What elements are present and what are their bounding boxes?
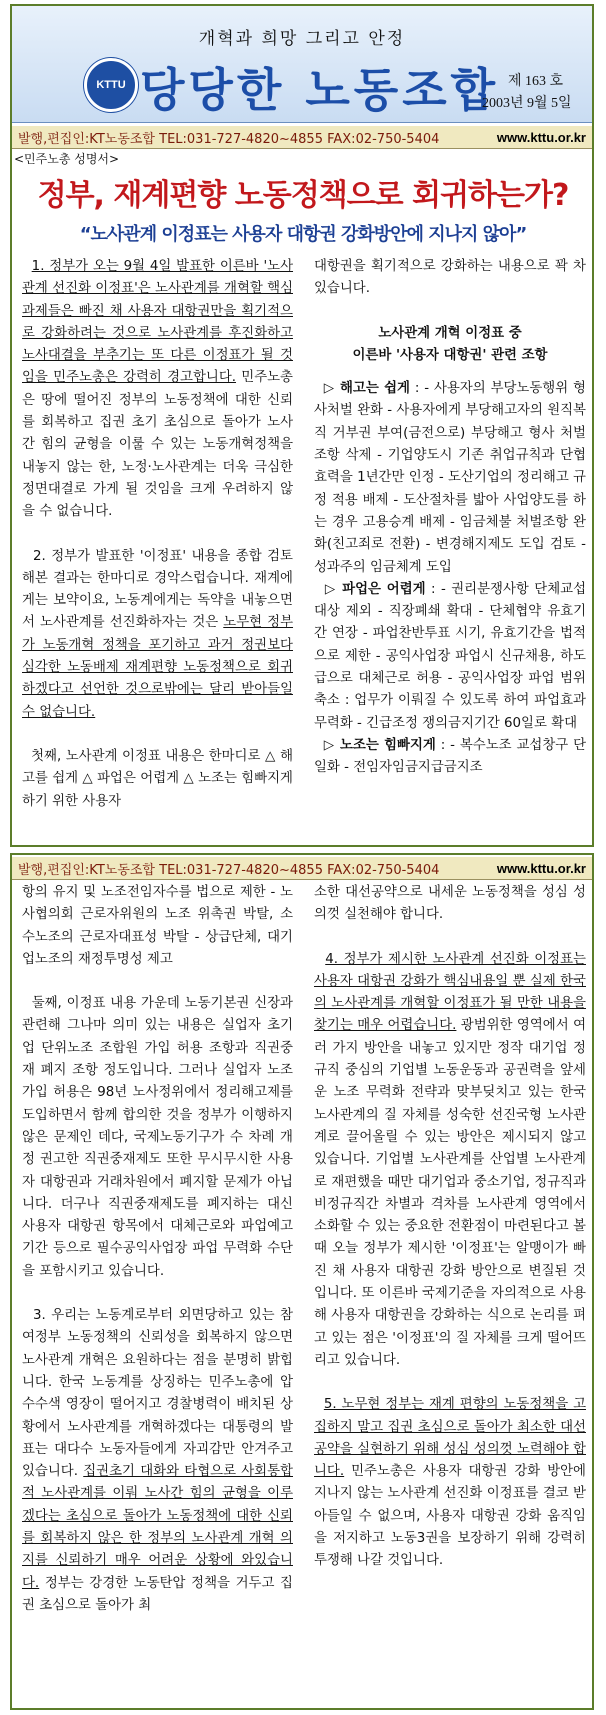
paragraph [314, 1394, 586, 1572]
headline: 정부, 재계편향 노동정책으로 회귀하는가? [37, 178, 569, 213]
list-item [314, 579, 586, 735]
item-text: : - 복수노조 교섭창구 단일화 - 전임자임금지급금지조 [314, 737, 587, 776]
item-text: : - 권리분쟁사항 단체교섭대상 제외 - 직장폐쇄 확대 - 단체협약 유효기간 연장 - 파업찬반투표 시기, 유효기간을 법적으로 제한 - 공익사업장 파업시 신규채용, 하도급으로 대체근로 허용 - 공익사업장 파업 범위 축소 : 업무가 이뤄질 수 있도록 하여 파업효과 무력화 - 긴급조정 쟁의금지기간 60일로 확대 [314, 581, 587, 731]
text-run: 2. 정부가 발표한 '이정표' 내용을 종합 검토해본 결과는 한마디로 경악스럽습니다. 재계에게는 보약이요, 노동계에게는 독약을 내놓으면서 노사관계를 선진화하자는 것은 [22, 548, 293, 631]
item-text: : - 사용자의 부당노동행위 형사처벌 완화 - 사용자에게 부당해고자의 원직복직 거부권 부여(금전으로) 부당해고 형사 처벌조항 삭제 - 기업양도시 기존 취업규칙과 단협 효력을 1년간만 인정 - 도산기업의 정리해고 규정 적용 배제 - 도산절차를 밟아 사업양도를 하는 경우 고용승계 배제 - 임금체불 처벌조항 완화(친고죄로 전환) - 변경해지제도 도입 검토 - 성과주의 임금체계 도입 [314, 381, 586, 575]
paragraph: 대항권을 획기적으로 강화하는 내용으로 꽉 차 있습니다. [314, 259, 586, 297]
list-item [314, 378, 586, 579]
newsletter-title: 당당한 노동조합 [140, 63, 500, 117]
text-run: 3. 우리는 노동계로부터 외면당하고 있는 참여정부 노동정책의 신뢰성을 회복하지 않으면 노사관계 개혁은 요원하다는 점을 분명히 밝힙니다. 한국 노동계를 상징하는 민주노총에 압수수색 영장이 떨어지고 경찰병력이 배치된 상황에서 노사관계를 개혁하겠다는 대통령의 발표는 대다수 노동자들에게 자괴감만 안겨주고 있습니다. [22, 1308, 293, 1480]
website-link[interactable]: www.kttu.or.kr [496, 129, 586, 145]
paragraph [22, 256, 293, 524]
item-label: ▷ 파업은 어렵게 [324, 581, 426, 597]
slogan: 개혁과 희망 그리고 안정 [198, 29, 406, 49]
paragraph [22, 993, 293, 1283]
publisher-info: 발행,편집인:KT노동조합 TEL:031-727-4820~4855 FAX:02-750-5404 [18, 862, 440, 878]
statement-tag: <민주노총 성명서> [14, 152, 120, 166]
item-label: ▷ 해고는 쉽게 [323, 381, 410, 397]
logo-text: KTTU [96, 79, 126, 91]
paragraph [22, 1305, 293, 1617]
paragraph: 소한 대선공약으로 내세운 노동정책을 성심 성의껏 실천해야 합니다. [314, 885, 586, 923]
subheadline: “노사관계 이정표는 사용자 대항권 강화방안에 지나지 않아” [79, 224, 527, 245]
text-run: 정부는 강경한 노동탄압 정책을 거두고 집권 초심으로 돌아가 최 [22, 1575, 293, 1613]
text-run: 둘째, 이정표 내용 가운데 노동기본권 신장과 관련해 그나마 의미 있는 내용은 실업자 초기업 단위노조 조합원 가입 허용 조항과 직권중재 폐지 조항 정도입니다. 그러나 실업자 노조 가입 허용은 98년 노사정위에서 정리해고제를 도입하면서 함께 합의한 것을 정부가 이행하지 않은 문제인 데다, 국제노동기구가 수 차례 개정 권고한 직권중재제도 또한 무시무시한 사용자 대항권과 거래차원에서 폐지할 문제가 아닙니다. 더구나 직권중재제도를 폐지하는 대신 사용자 대항권 항목에서 대체근로와 파업예고기간 등으로 필수공익사업장 파업 무력화 수단을 포함시키고 있습니다. [22, 996, 293, 1279]
page1-right-column [314, 256, 586, 780]
publisher-bar [12, 857, 592, 880]
page2-right-column [314, 882, 586, 1573]
box-title: 노사관계 개혁 이정표 중 [378, 325, 522, 341]
underlined-text: 노무현 정부가 노동개혁 정책을 포기하고 과거 정권보다 심각한 노동배제 재계편향 노동정책으로 회귀하겠다고 선언한 것으로밖에는 달리 받아들일 수 없습니다. [22, 615, 294, 720]
paragraph: 항의 유지 및 노조전임자수를 법으로 제한 - 노사협의회 근로자위원의 노조 위촉권 박탈, 소수노조의 근로자대표성 박탈 - 상급단체, 대기업노조의 재정투명성 제고 [22, 885, 293, 967]
paragraph [314, 949, 586, 1373]
underlined-text: 5. 노무현 정부는 재계 편향의 노동정책을 고집하지 말고 집권 초심으로 돌아가 최소한 대선공약을 실현하기 위해 성심 성의껏 노력해야 합니다. [314, 1397, 587, 1480]
text-run: 민주노총은 사용자 대항권 강화 방안에 지나지 않는 노사관계 선진화 이정표를 결코 받아들일 수 없으며, 사용자 대항권 강화 움직임을 저지하고 노동3권을 보장하기 위해 강력히 투쟁해 나갈 것입니다. [314, 1464, 586, 1569]
issue-number: 제 163 호 [508, 74, 564, 89]
paragraph [22, 546, 293, 724]
text-run: 민주노총은 땅에 떨어진 정부의 노동정책에 대한 신뢰를 회복하고 집권 초기 초심으로 돌아가 노사간 힘의 균형을 이룰 수 있는 노동개혁정책을 내놓지 않는 한, 노정·노사관계는 더욱 극심한 정면대결로 가게 될 것임을 크게 우려하지 않을 수 없습니다. [22, 370, 293, 520]
text-run: 첫째, 노사관계 이정표 내용은 한마디로 △ 해고를 쉽게 △ 파업은 어렵게 △ 노조는 힘빠지게 하기 위한 사용자 [22, 748, 294, 809]
box-subtitle: 이른바 '사용자 대항권' 관련 조항 [352, 347, 548, 363]
text-run: 광범위한 영역에서 여러 가지 방안을 내놓고 있지만 정작 대기업 정규직 중심의 기업별 노동운동과 공권력을 앞세운 노조 무력화 전략과 맞부딪치고 있는 한국 노사관계의 질 자체를 성숙한 선진국형 노사관계로 끌어올릴 수 있는 방안은 제시되지 않고 있습니다. 기업별 노사관계를 산업별 노사관계로 재편했을 때만 대기업과 중소기업, 정규직과 비정규직간 차별과 격차를 노사관계 영역에서 소화할 수 있는 중요한 전환점이 마련된다고 볼 때 오늘 정부가 제시한 '이정표'는 알맹이가 빠진 채 사용자 대항권 강화 방안으로 변질된 것입니다. 또 이른바 국제기준을 자의적으로 사용해 사용자 대항권을 강화하는 식으로 논리를 펴고 있는 점은 '이정표'의 질 자체를 크게 떨어뜨리고 있습니다. [314, 1018, 587, 1368]
publisher-info: 발행,편집인:KT노동조합 TEL:031-727-4820~4855 FAX:02-750-5404 [18, 131, 440, 147]
paragraph [22, 746, 293, 813]
underlined-text: 1. 정부가 오는 9월 4일 발표한 이른바 '노사관계 선진화 이정표'은 노사관계를 개혁할 핵심과제들은 빠진 채 사용자 대항권만을 획기적으로 강화하려는 것으로 노사관계를 후진화하고 노사대결을 부추기는 또 다른 이정표가 될 것임을 민주노총은 강력히 경고합니다. [22, 259, 294, 386]
issue-date: 2003년 9월 5일 [482, 96, 572, 111]
page1-left-column [22, 256, 293, 813]
list-item [314, 735, 586, 780]
masthead [12, 6, 592, 123]
publisher-bar [12, 126, 592, 149]
item-label: ▷ 노조는 힘빠지게 [323, 737, 436, 753]
page2-left-column [22, 882, 293, 1617]
underlined-text: 집권초기 대화와 타협으로 사회통합적 노사관계를 이뤄 노사간 힘의 균형을 이루겠다는 초심으로 돌아가 노동정책에 대한 신뢰를 회복하지 않은 한 정부의 노사관계 개혁 의지를 신뢰하기 매우 어려운 상황에 와있습니다. [22, 1464, 293, 1591]
underlined-text: 4. 정부가 제시한 노사관계 선진화 이정표는 사용자 대항권 강화가 핵심내용일 뿐 실제 한국의 노사관계를 개혁할 이정표가 될 만한 내용을 찾기는 매우 어렵습니다. [314, 951, 586, 1034]
kttu-logo-icon [84, 58, 138, 112]
website-link[interactable]: www.kttu.or.kr [496, 860, 586, 876]
